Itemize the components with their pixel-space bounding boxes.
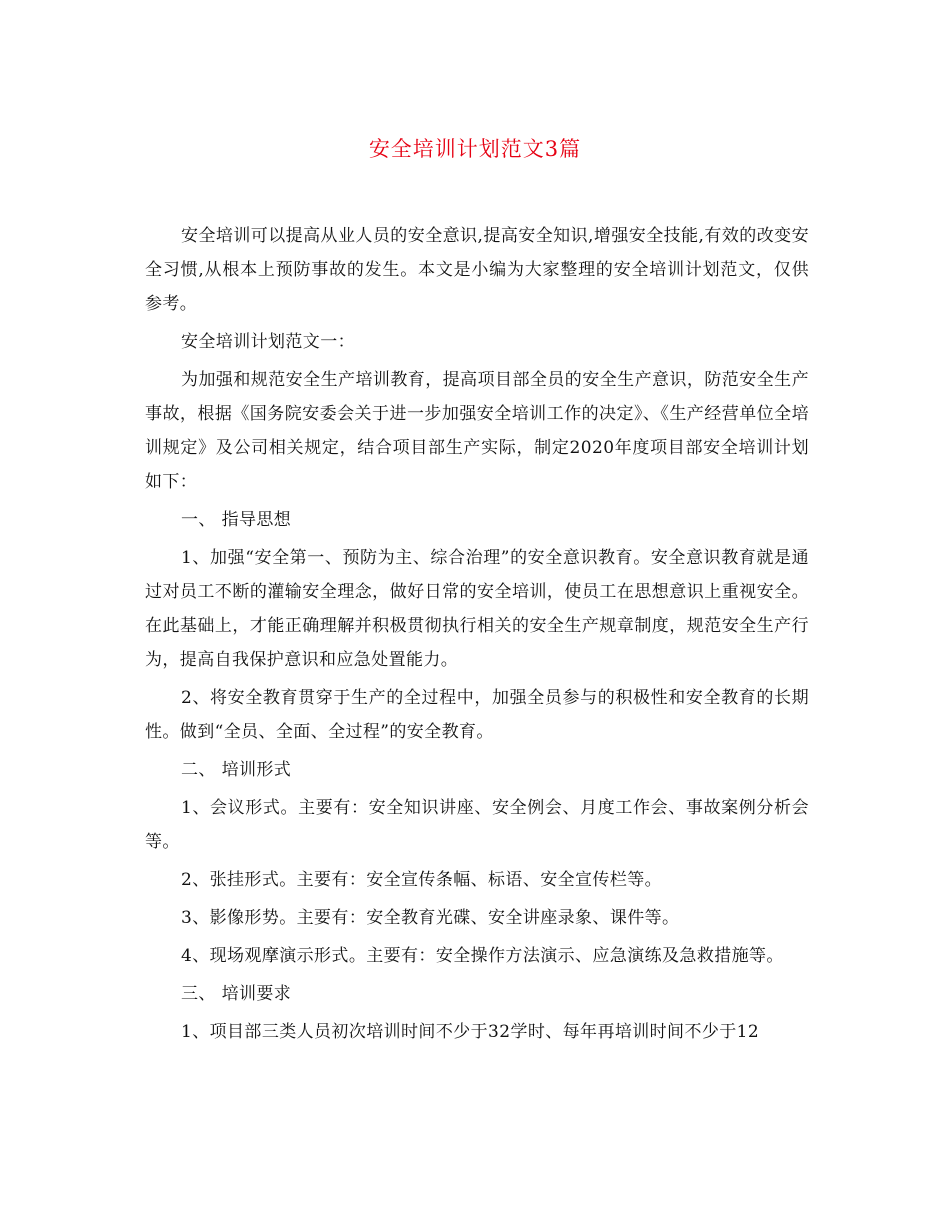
document-body — [145, 219, 809, 1053]
section-heading-training-form: 二、 培训形式 — [181, 760, 292, 780]
document-title: 安全培训计划范文3篇 — [368, 137, 582, 161]
paragraph-requirement-item-1: 1、项目部三类人员初次培训时间不少于32学时、每年再培训时间不少于12 — [181, 1022, 760, 1042]
paragraph-heading-sample-one: 安全培训计划范文一： — [181, 332, 355, 352]
section-heading-training-requirements: 三、 培训要求 — [181, 984, 292, 1004]
section-heading-guiding-ideology: 一、 指导思想 — [181, 510, 292, 530]
paragraph-ideology-item-2: 2、将安全教育贯穿于生产的全过程中，加强全员参与的积极性和安全教育的长期性。做到“全员、全面、全过程”的安全教育。 — [145, 688, 809, 742]
paragraph-form-item-2: 2、张挂形式。主要有：安全宣传条幅、标语、安全宣传栏等。 — [181, 870, 663, 890]
paragraph-intro: 安全培训可以提高从业人员的安全意识,提高安全知识,增强安全技能,有效的改变安全习惯,从根本上预防事故的发生。本文是小编为大家整理的安全培训计划范文，仅供参考。 — [145, 226, 809, 314]
paragraph-purpose: 为加强和规范安全生产培训教育，提高项目部全员的安全生产意识，防范安全生产事故，根据《国务院安委会关于进一步加强安全培训工作的决定》、《生产经营单位全培训规定》及公司相关规定，结合项目部生产实际，制定2020年度项目部安全培训计划如下： — [145, 370, 809, 492]
paragraph-form-item-3: 3、影像形势。主要有：安全教育光碟、安全讲座录象、课件等。 — [181, 908, 680, 928]
paragraph-form-item-4: 4、现场观摩演示形式。主要有：安全操作方法演示、应急演练及急救措施等。 — [181, 946, 784, 966]
paragraph-ideology-item-1: 1、加强“安全第一、预防为主、综合治理”的安全意识教育。安全意识教育就是通过对员工不断的灌输安全理念，做好日常的安全培训，使员工在思想意识上重视安全。在此基础上，才能正确理解并积极贯彻执行相关的安全生产规章制度，规范安全生产行为，提高自我保护意识和应急处置能力。 — [145, 548, 809, 670]
paragraph-form-item-1: 1、会议形式。主要有：安全知识讲座、安全例会、月度工作会、事故案例分析会等。 — [145, 798, 809, 852]
